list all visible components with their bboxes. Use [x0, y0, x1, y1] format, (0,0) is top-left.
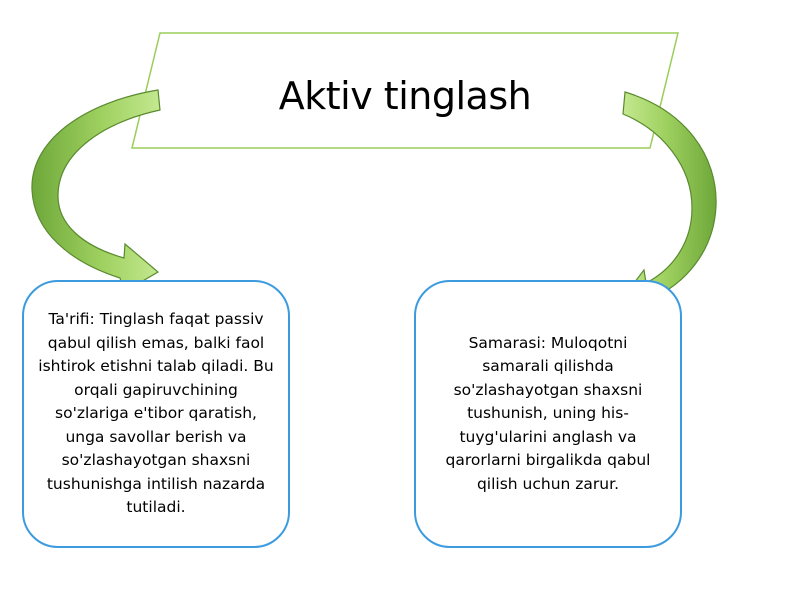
diagram-title: Aktiv tinglash: [278, 74, 532, 118]
effect-text: Samarasi: Muloqotni samarali qilishda so'zlashayotgan shaxsni tushunish, uning his-tuyg'ularini anglash va qarorlarni birgalikda qabul qilish uchun zarur.: [445, 333, 651, 493]
definition-box: [22, 280, 290, 548]
effect-box: [414, 280, 682, 548]
definition-text: Ta'rifi: Tinglash faqat passiv qabul qilish emas, balki faol ishtirok etishni talab qiladi. Bu orqali gapiruvchining so'zlariga e'tibor qaratish, unga savollar berish va so'zlashayotgan shaxsni tushunishga intilish nazarda tutiladi.: [38, 310, 274, 517]
